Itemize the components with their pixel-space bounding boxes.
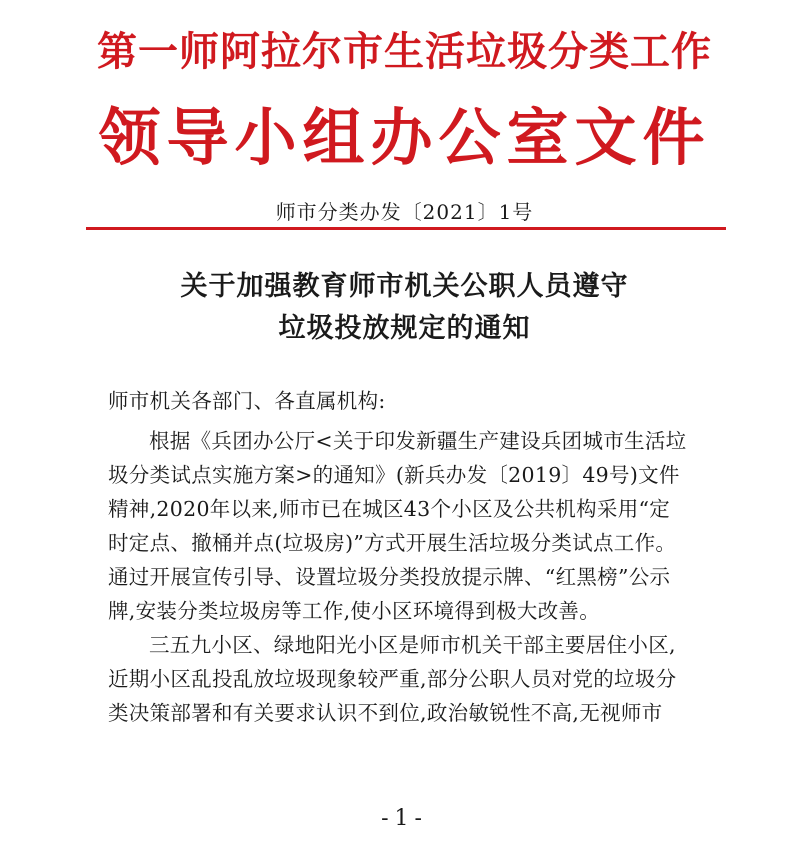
paragraph-line: 时定点、撤桶并点(垃圾房)”方式开展生活垃圾分类试点工作。 — [108, 531, 677, 555]
salutation — [108, 384, 728, 418]
issuing-office-line1: 第一师阿拉尔市生活垃圾分类工作 — [97, 28, 712, 75]
paragraph-line: 近期小区乱投乱放垃圾现象较严重,部分公职人员对党的垃圾分 — [108, 667, 677, 691]
document-number: 师市分类办发〔2021〕1号 — [275, 200, 534, 224]
red-divider-line — [86, 227, 726, 230]
paragraph-line: 根据《兵团办公厅<关于印发新疆生产建设兵团城市生活垃 — [149, 429, 687, 453]
salutation-text: 师市机关各部门、各直属机构: — [108, 389, 386, 413]
paragraph-line: 牌,安装分类垃圾房等工作,使小区环境得到极大改善。 — [108, 599, 601, 623]
notice-title-line2: 垃圾投放规定的通知 — [278, 313, 531, 344]
page-number: -1- — [381, 806, 428, 831]
paragraph-2 — [108, 628, 728, 730]
paragraph-1 — [108, 424, 728, 628]
issuing-office-line2: 领导小组办公室文件 — [98, 101, 711, 174]
paragraph-line: 圾分类试点实施方案>的通知》(新兵办发〔2019〕49号)文件 — [108, 463, 680, 487]
paragraph-line: 三五九小区、绿地阳光小区是师市机关干部主要居住小区, — [149, 633, 676, 657]
paragraph-line: 通过开展宣传引导、设置垃圾分类投放提示牌、“红黑榜”公示 — [108, 565, 671, 589]
paragraph-line: 精神,2020年以来,师市已在城区43个小区及公共机构采用“定 — [108, 497, 671, 521]
paragraph-line: 类决策部署和有关要求认识不到位,政治敏锐性不高,无视师市 — [108, 701, 663, 725]
notice-title-line1: 关于加强教育师市机关公职人员遵守 — [180, 271, 629, 302]
